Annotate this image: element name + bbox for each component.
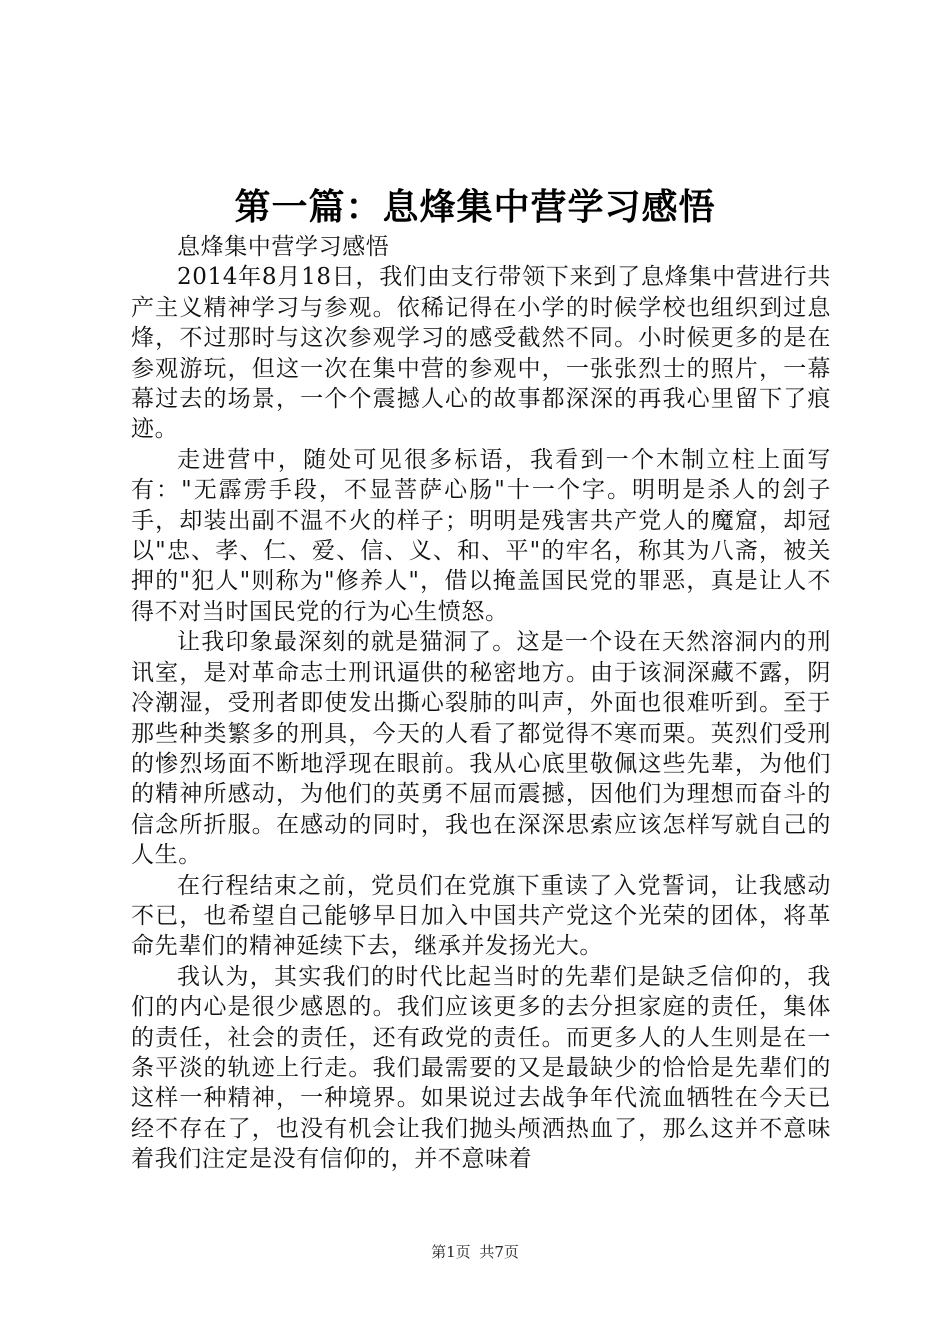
- page-footer: [0, 1242, 950, 1262]
- paragraph-2: 走进营中，随处可见很多标语，我看到一个木制立柱上面写有："无霹雳手段，不显菩萨心肠"十一个字。明明是杀人的刽子手，却装出副不温不火的样子；明明是残害共产党人的魔窟，却冠以"忠、孝、仁、爱、信、义、和、平"的牢名，称其为八斋，被关押的"犯人"则称为"修养人"，借以掩盖国民党的罪恶，真是让人不得不对当时国民党的行为心生愤怒。: [131, 446, 831, 625]
- paragraph-1: 2014年8月18日，我们由支行带领下来到了息烽集中营进行共产主义精神学习与参观。依稀记得在小学的时候学校也组织到过息烽，不过那时与这次参观学习的感受截然不同。小时候更多的是在参观游玩，但这一次在集中营的参观中，一张张烈士的照片，一幕幕过去的场景，一个个震撼人心的故事都深深的再我心里留下了痕迹。: [131, 264, 831, 443]
- paragraph-5: 我认为，其实我们的时代比起当时的先辈们是缺乏信仰的，我们的内心是很少感恩的。我们应该更多的去分担家庭的责任，集体的责任，社会的责任，还有政党的责任。而更多人的人生则是在一条平淡的轨迹上行走。我们最需要的又是最缺少的恰恰是先辈们的这样一种精神，一种境界。如果说过去战争年代流血牺牲在今天已经不存在了，也没有机会让我们抛头颅洒热血了，那么这并不意味着我们注定是没有信仰的，并不意味着: [131, 963, 831, 1173]
- page-total: 共7页: [479, 1243, 519, 1261]
- document-title: 第一篇：息烽集中营学习感悟: [234, 187, 716, 228]
- paragraph-3: 让我印象最深刻的就是猫洞了。这是一个设在天然溶洞内的刑讯室，是对革命志士刑讯逼供的秘密地方。由于该洞深藏不露，阴冷潮湿，受刑者即使发出撕心裂肺的叫声，外面也很难听到。至于那些种类繁多的刑具，今天的人看了都觉得不寒而栗。英烈们受刑的惨烈场面不断地浮现在眼前。我从心底里敬佩这些先辈，为他们的精神所感动，为他们的英勇不屈而震撼，因他们为理想而奋斗的信念所折服。在感动的同时，我也在深深思索应该怎样写就自己的人生。: [131, 629, 831, 869]
- document-body: [131, 232, 831, 1175]
- paragraph-4: 在行程结束之前，党员们在党旗下重读了入党誓词，让我感动不已，也希望自己能够早日加入中国共产党这个光荣的团体，将革命先辈们的精神延续下去，继承并发扬光大。: [131, 872, 831, 960]
- page-number: 第1页: [431, 1243, 471, 1261]
- document-subtitle: 息烽集中营学习感悟: [177, 234, 390, 260]
